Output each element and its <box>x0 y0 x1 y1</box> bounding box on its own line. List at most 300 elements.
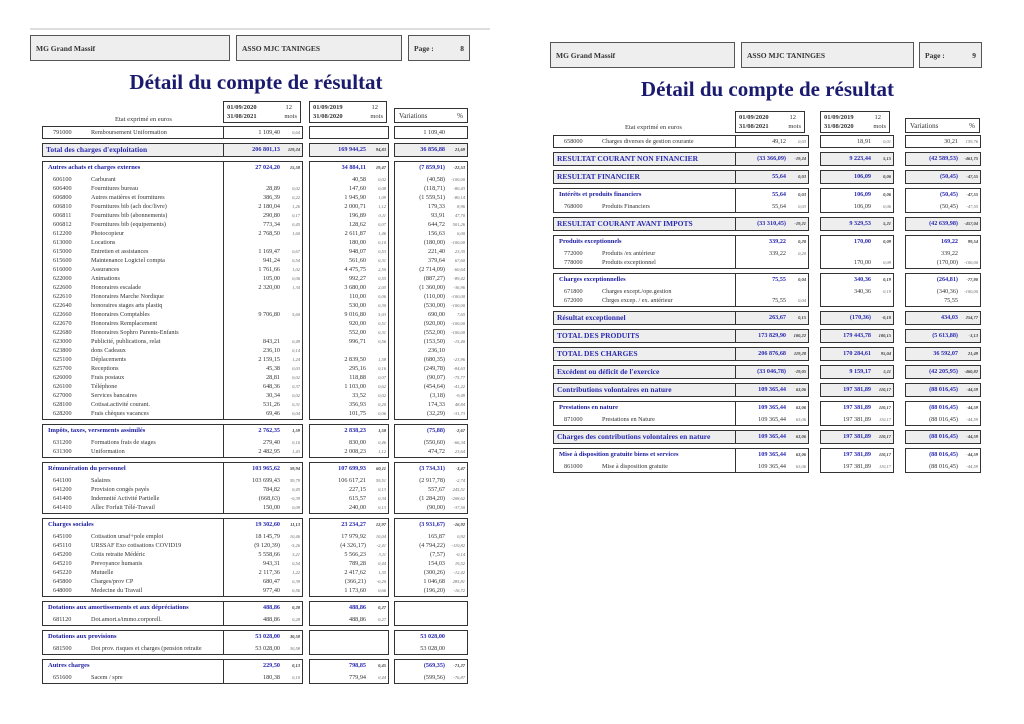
account-code: 626100 <box>53 383 72 390</box>
section-header-row <box>821 331 893 340</box>
account-code: 768000 <box>564 203 583 210</box>
prev-amount: 196,89 <box>348 212 366 219</box>
prev-percent: 0,09 <box>883 260 891 265</box>
account-code: 627000 <box>53 392 72 399</box>
prev-percent: 0,06 <box>378 411 386 416</box>
prev-percent: 5,21 <box>883 221 891 226</box>
prev-amount: 2 008,23 <box>344 448 366 455</box>
table-row <box>43 238 223 247</box>
table-row <box>395 283 467 292</box>
block-9-cur-cell <box>735 347 809 361</box>
block-7-var-cell <box>394 630 468 655</box>
account-code: 623800 <box>53 347 72 354</box>
prev-percent: 5,15 <box>883 156 891 161</box>
section-header-row <box>395 661 467 670</box>
table-row <box>43 328 223 337</box>
cur-percent: 10,46 <box>289 534 300 539</box>
table-row <box>395 400 467 409</box>
table-row <box>43 346 223 355</box>
section-header-row <box>554 219 735 228</box>
cur-percent: 63,06 <box>795 405 806 410</box>
prev-percent: 0,11 <box>378 213 386 218</box>
table-row <box>395 229 467 238</box>
cur-percent: 0,03 <box>798 192 806 197</box>
account-label: dons Cadeaux <box>91 347 126 354</box>
page-title: Détail du compte de résultat <box>640 77 895 101</box>
cur-amount: 279,40 <box>262 439 280 446</box>
header-client: ASSO MJC TANINGES <box>741 42 914 68</box>
cur-amount: 109 365,44 <box>758 463 786 470</box>
cur-amount: 180,38 <box>262 674 280 681</box>
table-row <box>554 287 735 296</box>
cur-amount: 2 180,04 <box>258 203 280 210</box>
account-label: RESULTAT FINANCIER <box>557 172 640 181</box>
prev-amount: (366,21) <box>344 578 366 585</box>
cur-amount: 109 365,44 <box>758 451 786 458</box>
block-13-label-cell <box>553 430 736 444</box>
table-row <box>224 355 302 364</box>
table-row <box>310 644 388 653</box>
account-code: 622660 <box>53 311 72 318</box>
var-amount: (264,81) <box>936 276 958 283</box>
table-row <box>395 550 467 559</box>
prev-amount: 240,00 <box>348 504 366 511</box>
table-row <box>43 202 223 211</box>
var-percent: 21,69 <box>454 147 465 152</box>
var-percent: -23,96 <box>453 357 465 362</box>
account-label: Animations <box>91 275 120 282</box>
prev-percent: 1,12 <box>378 204 386 209</box>
prev-percent: 110,17 <box>878 387 891 392</box>
var-amount: 169,22 <box>940 238 958 245</box>
section-header-row <box>821 367 893 376</box>
cur-percent: 0,02 <box>292 375 300 380</box>
prev-amount: 340,36 <box>853 288 871 295</box>
table-row <box>395 577 467 586</box>
account-label: Produits exceptionnel <box>602 259 656 266</box>
table-row <box>43 364 223 373</box>
account-code: 606800 <box>53 194 72 201</box>
cur-percent: 63,06 <box>795 464 806 469</box>
cur-amount: 290,80 <box>262 212 280 219</box>
table-row <box>43 128 223 137</box>
account-code: 672000 <box>564 297 583 304</box>
table-row <box>43 541 223 550</box>
table-row <box>310 615 388 624</box>
var-amount: 179,33 <box>427 203 445 210</box>
section-header-row <box>821 275 893 284</box>
table-row <box>224 301 302 310</box>
var-amount: 156,63 <box>427 230 445 237</box>
var-percent: -44,59 <box>966 434 978 439</box>
cur-percent: 0,37 <box>292 384 300 389</box>
table-row <box>43 220 223 229</box>
account-code: 622680 <box>53 329 72 336</box>
table-row <box>736 287 808 296</box>
block-12-label-cell <box>553 401 736 426</box>
account-label: Excédent ou déficit de l'exercice <box>557 367 660 376</box>
block-7-prev-cell <box>309 630 389 655</box>
var-percent: 8,96 <box>457 204 465 209</box>
var-percent: -75,77 <box>453 375 465 380</box>
var-percent: 23,64 <box>454 449 465 454</box>
prev-amount: 197 381,89 <box>843 451 871 458</box>
prev-percent: 1,58 <box>378 428 386 433</box>
cur-percent: 15,58 <box>289 165 300 170</box>
table-row <box>736 258 808 267</box>
section-header-row <box>906 349 980 358</box>
table-row <box>554 249 735 258</box>
table-row <box>224 485 302 494</box>
section-header-row <box>554 313 735 322</box>
var-amount: 221,40 <box>427 248 445 255</box>
prev-amount: 488,86 <box>348 604 366 611</box>
account-code: 615000 <box>53 248 72 255</box>
table-row <box>224 577 302 586</box>
var-amount: 690,00 <box>427 311 445 318</box>
prev-percent: 0,13 <box>378 487 386 492</box>
account-code: 681500 <box>53 645 72 652</box>
block-3-var-cell <box>905 188 981 213</box>
account-code: 626000 <box>53 374 72 381</box>
account-label: Autres achats et charges externes <box>48 164 141 171</box>
prev-percent: 2,50 <box>378 267 386 272</box>
table-row <box>310 292 388 301</box>
block-7-cur-cell <box>735 311 809 325</box>
var-percent: -37,50 <box>453 505 465 510</box>
cur-amount: 75,55 <box>772 297 786 304</box>
prev-amount: 197 381,89 <box>843 463 871 470</box>
var-amount: 339,22 <box>940 250 958 257</box>
var-percent: 501,26 <box>452 222 465 227</box>
cur-percent: 1,24 <box>292 357 300 362</box>
prev-amount: 110,00 <box>349 293 366 300</box>
table-row <box>395 673 467 682</box>
prev-percent: 1,58 <box>378 357 386 362</box>
var-amount: 557,67 <box>427 486 445 493</box>
section-header-row <box>736 172 808 181</box>
table-row <box>310 310 388 319</box>
block-14-prev-cell <box>820 448 894 473</box>
block-6-label-cell <box>42 601 224 626</box>
account-code: 681120 <box>53 616 72 623</box>
table-row <box>554 462 735 471</box>
table-row <box>310 283 388 292</box>
var-amount: (1 559,51) <box>419 194 445 201</box>
table-row <box>43 438 223 447</box>
section-header-row <box>554 275 735 284</box>
account-code: 625100 <box>53 356 72 363</box>
table-row <box>224 193 302 202</box>
account-label: Prestations en Nature <box>602 416 655 423</box>
table-row <box>43 485 223 494</box>
prev-amount: 4 475,75 <box>344 266 366 273</box>
block-4-cur-cell <box>735 217 809 231</box>
block-2-prev-cell <box>820 170 894 184</box>
table-row <box>310 229 388 238</box>
table-row <box>224 503 302 512</box>
var-percent: -47,55 <box>966 192 978 197</box>
table-row <box>43 247 223 256</box>
prev-amount: 197 381,89 <box>843 416 871 423</box>
page-number: 8 <box>460 43 464 53</box>
cur-amount: 109 365,44 <box>758 386 786 393</box>
table-row <box>310 541 388 550</box>
table-row <box>310 211 388 220</box>
table-row <box>736 249 808 258</box>
prev-percent: 0,02 <box>378 393 386 398</box>
account-code: 622610 <box>53 293 72 300</box>
var-percent: 47,70 <box>454 213 465 218</box>
account-code: 613000 <box>53 239 72 246</box>
table-row <box>224 391 302 400</box>
cur-amount: (33 046,78) <box>757 368 786 375</box>
table-row <box>395 541 467 550</box>
account-code: 772000 <box>564 250 583 257</box>
account-label: Services bancaires <box>91 392 137 399</box>
account-label: Dotations aux amortissements et aux dépréciations <box>48 604 189 611</box>
var-percent: 23,35 <box>454 249 465 254</box>
cur-percent: 0,28 <box>292 617 300 622</box>
table-row <box>43 391 223 400</box>
prev-percent: 0,13 <box>378 505 386 510</box>
table-row <box>224 644 302 653</box>
section-header-row <box>310 464 388 473</box>
section-header-row <box>736 385 808 394</box>
var-amount: (454,64) <box>423 383 445 390</box>
table-row <box>554 202 735 211</box>
table-row <box>310 364 388 373</box>
table-row <box>395 438 467 447</box>
account-label: Provision congés payés <box>91 486 150 493</box>
cur-amount: 53 028,00 <box>255 645 280 652</box>
var-amount: (88 016,45) <box>929 386 958 393</box>
prev-percent: 110,17 <box>878 417 891 422</box>
table-row <box>43 382 223 391</box>
table-row <box>43 229 223 238</box>
cur-percent: 0,04 <box>798 277 806 282</box>
prev-percent: 0,01 <box>883 139 891 144</box>
block-2-cur-cell <box>223 161 303 420</box>
cur-amount: 263,67 <box>768 314 786 321</box>
var-amount: (550,60) <box>423 439 445 446</box>
block-7-label-cell <box>42 630 224 655</box>
cur-percent: 59,79 <box>289 478 300 483</box>
cur-amount: 648,36 <box>262 383 280 390</box>
prev-percent: 5,11 <box>883 369 891 374</box>
block-1-cur-cell <box>223 143 303 157</box>
account-label: Charges des contributions volontaires en nature <box>557 432 711 441</box>
table-row <box>43 175 223 184</box>
cur-percent: 63,06 <box>795 434 806 439</box>
var-percent: -84,63 <box>453 366 465 371</box>
table-row <box>821 202 893 211</box>
prev-amount: 3 680,00 <box>344 284 366 291</box>
cur-amount: 5 558,66 <box>258 551 280 558</box>
table-row <box>43 476 223 485</box>
table-row <box>395 391 467 400</box>
account-label: honoraires stages arts plastiq <box>91 302 163 309</box>
var-amount: (5 613,88) <box>932 332 958 339</box>
var-percent: -100,00 <box>451 303 465 308</box>
account-label: Contributions volontaires en nature <box>557 385 672 394</box>
var-amount: (3 931,67) <box>419 521 445 528</box>
prev-amount: 101,75 <box>348 410 366 417</box>
block-4-var-cell <box>905 217 981 231</box>
section-header-row <box>554 349 735 358</box>
block-8-cur-cell <box>735 329 809 343</box>
table-row <box>43 568 223 577</box>
prev-percent: 0,44 <box>378 675 386 680</box>
cur-amount: 69,46 <box>266 410 280 417</box>
account-label: Charges sociales <box>48 521 94 528</box>
table-row <box>310 568 388 577</box>
account-label: Dotations aux provisions <box>48 633 117 640</box>
table-row <box>43 644 223 653</box>
cur-percent: 0,04 <box>798 298 806 303</box>
account-label: Prevoyance humanis <box>91 560 143 567</box>
section-header-row <box>906 172 980 181</box>
var-percent: -44,59 <box>966 452 978 457</box>
table-row <box>310 438 388 447</box>
column-current-period: 01/09/2020 31/08/2021 12 mois <box>223 101 301 123</box>
cur-percent: 100,22 <box>793 333 806 338</box>
account-label: Fournitures bib (ach doc/livre) <box>91 203 167 210</box>
var-amount: (170,00) <box>936 259 958 266</box>
var-amount: (599,56) <box>423 674 445 681</box>
prev-amount: 179 443,78 <box>843 332 871 339</box>
var-amount: (680,35) <box>423 356 445 363</box>
prev-percent: -0,10 <box>881 315 891 320</box>
table-row <box>310 355 388 364</box>
section-header-row <box>395 426 467 435</box>
block-1-var-cell <box>905 152 981 166</box>
block-6-prev-cell <box>309 601 389 626</box>
cur-amount: 2 320,00 <box>258 284 280 291</box>
cur-percent: 1,22 <box>292 570 300 575</box>
prev-percent: 60,11 <box>376 466 386 471</box>
table-row <box>906 137 980 146</box>
section-header-row <box>43 632 223 641</box>
column-current-period: 01/09/2020 31/08/2021 12 mois <box>735 111 805 133</box>
cur-percent: 119,24 <box>287 147 300 152</box>
var-percent: -77,80 <box>966 277 978 282</box>
cur-percent: 1,43 <box>292 449 300 454</box>
cur-amount: 977,40 <box>262 587 280 594</box>
table-row <box>310 193 388 202</box>
prev-percent: 19,47 <box>375 165 386 170</box>
block-4-var-cell <box>394 462 468 514</box>
block-1-prev-cell <box>309 143 389 157</box>
block-3-cur-cell <box>735 188 809 213</box>
block-6-var-cell <box>394 601 468 626</box>
table-row <box>395 256 467 265</box>
account-label: Maintenance Logiciel compta <box>91 257 165 264</box>
prev-amount: 197 381,89 <box>843 404 871 411</box>
prev-amount: 106,09 <box>853 173 871 180</box>
block-0-cur-cell <box>735 135 809 148</box>
var-amount: 93,91 <box>431 212 445 219</box>
var-percent: -3,47 <box>455 466 465 471</box>
table-row <box>224 673 302 682</box>
table-row <box>906 249 980 258</box>
prev-percent: 0,46 <box>378 440 386 445</box>
cur-amount: 55,64 <box>772 191 786 198</box>
var-amount: (300,26) <box>423 569 445 576</box>
block-0-var-cell <box>905 135 981 148</box>
section-header-row <box>224 426 302 435</box>
section-header-row <box>821 432 893 441</box>
account-label: Produits /ex antérieur <box>602 250 656 257</box>
prev-percent: 0,51 <box>378 321 386 326</box>
section-header-row <box>395 145 467 154</box>
table-row <box>224 494 302 503</box>
cur-percent: 1,34 <box>292 285 300 290</box>
cur-amount: 2 117,36 <box>258 569 280 576</box>
var-percent: -100,00 <box>451 177 465 182</box>
prev-percent: 95,04 <box>880 351 891 356</box>
account-label: Remboursement Uniformation <box>91 129 167 136</box>
table-row <box>310 274 388 283</box>
table-row <box>224 229 302 238</box>
table-row <box>310 328 388 337</box>
var-percent: 0,92 <box>457 534 465 539</box>
prev-amount: 128,62 <box>348 221 366 228</box>
prev-percent: 0,16 <box>378 366 386 371</box>
table-row <box>554 415 735 424</box>
table-row <box>395 447 467 456</box>
table-row <box>310 128 388 137</box>
prev-percent: 1,09 <box>378 195 386 200</box>
account-label: Cotisat.activité courant. <box>91 401 150 408</box>
cur-percent: -19,21 <box>794 221 806 226</box>
cur-amount: 386,39 <box>262 194 280 201</box>
account-label: Honoraires Marche Nordique <box>91 293 164 300</box>
section-header-row <box>554 172 735 181</box>
prev-amount: 2 611,87 <box>344 230 366 237</box>
prev-percent: 0,31 <box>378 258 386 263</box>
var-amount: (32,29) <box>426 410 445 417</box>
prev-amount: 118,88 <box>349 374 366 381</box>
var-percent: -100,00 <box>964 260 978 265</box>
var-amount: (7,57) <box>430 551 445 558</box>
table-row <box>821 258 893 267</box>
var-amount: (42 589,53) <box>929 155 958 162</box>
account-label: Mutuelle <box>91 569 114 576</box>
table-row <box>906 287 980 296</box>
cur-percent: 0,54 <box>292 561 300 566</box>
block-7-var-cell <box>905 311 981 325</box>
prev-amount: 561,60 <box>348 257 366 264</box>
account-label: Photocopieur <box>91 230 124 237</box>
section-header-row <box>395 632 467 641</box>
cur-percent: 1,60 <box>292 231 300 236</box>
var-amount: (75,88) <box>426 427 445 434</box>
table-row <box>224 265 302 274</box>
table-row <box>736 137 808 146</box>
cur-amount: (33 366,09) <box>757 155 786 162</box>
cur-percent: 11,13 <box>290 522 300 527</box>
table-row <box>224 283 302 292</box>
cur-percent: 0,22 <box>292 195 300 200</box>
prev-percent: 110,17 <box>878 405 891 410</box>
var-amount: (50,45) <box>939 203 958 210</box>
var-amount: (118,71) <box>424 185 445 192</box>
prev-amount: 9 016,80 <box>344 311 366 318</box>
prev-amount: 106 617,21 <box>338 477 366 484</box>
table-row <box>310 238 388 247</box>
cur-amount: 2 768,50 <box>258 230 280 237</box>
